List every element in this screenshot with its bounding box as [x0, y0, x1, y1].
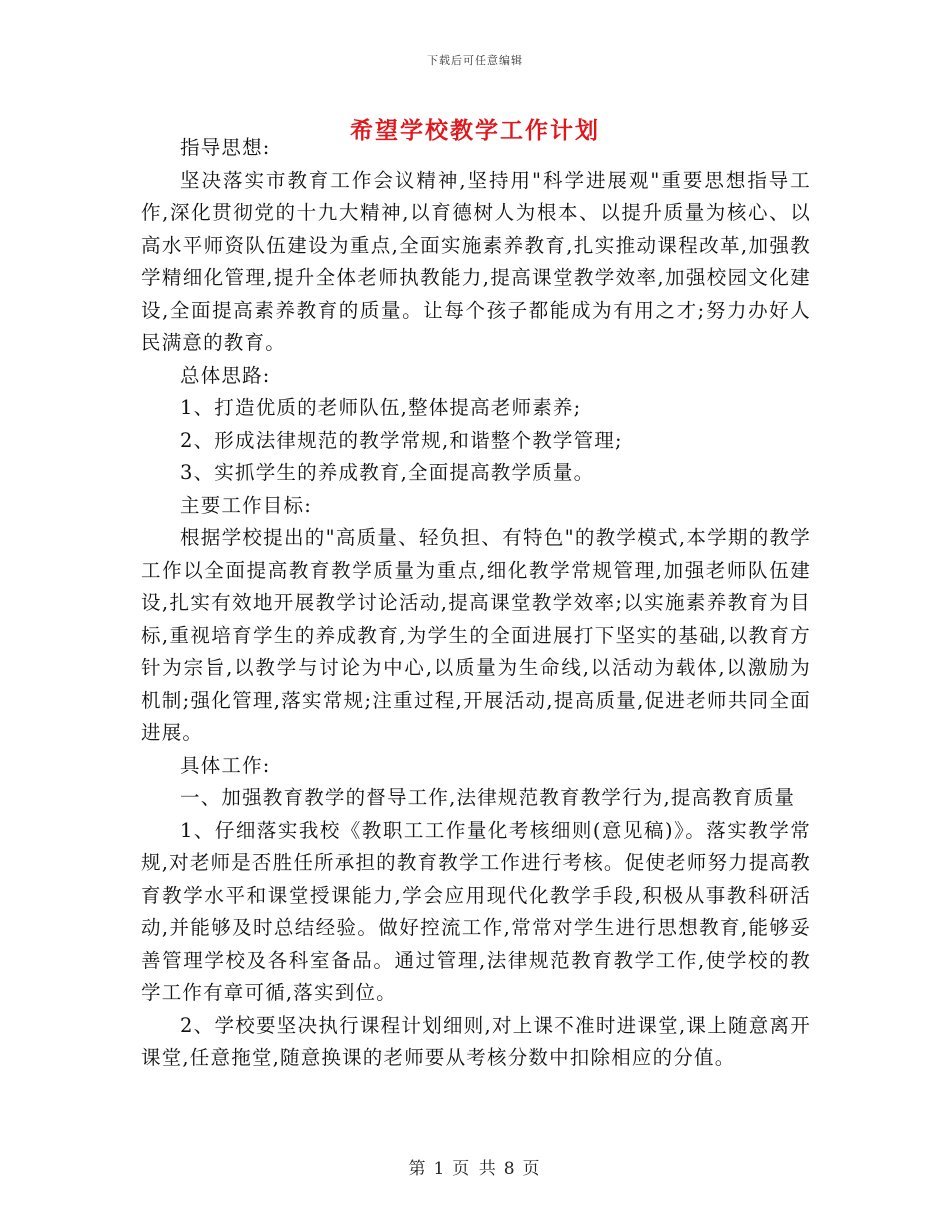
paragraph: 指导思想:	[180, 136, 271, 159]
paragraph: 1、打造优质的老师队伍,整体提高老师素养;	[180, 396, 582, 419]
paragraph: 坚决落实市教育工作会议精神,坚持用"科学进展观"重要思想指导工作,深化贯彻党的十九大精神,以育德树人为根本、以提升质量为核心、以高水平师资队伍建设为重点,全面实施素养教育,扎实推动课程改革,加强教学精细化管理,提升全体老师执教能力,提高课堂教学效率,加强校园文化建设,全面提高素养教育的质量。让每个孩子都能成为有用之才;努力办好人民满意的教育。	[141, 168, 811, 354]
paragraph: 2、形成法律规范的教学常规,和谐整个教学管理;	[180, 428, 623, 452]
total-pages-number: 8	[503, 1159, 517, 1179]
footer-prefix: 第	[408, 1159, 428, 1179]
current-page-number: 1	[433, 1159, 447, 1179]
footer-middle: 页 共	[452, 1159, 498, 1179]
page-footer	[0, 1154, 950, 1179]
paragraph: 总体思路:	[180, 363, 271, 387]
paragraph: 一、加强教育教学的督导工作,法律规范教育教学行为,提高教育质量	[180, 786, 796, 809]
paragraph: 具体工作:	[180, 753, 271, 777]
paragraph: 3、实抓学生的养成教育,全面提高教学质量。	[180, 461, 595, 484]
paragraph: 1、仔细落实我校《教职工工作量化考核细则(意见稿)》。落实教学常规,对老师是否胜任所承担的教育教学工作进行考核。促使老师努力提高教育教学水平和课堂授课能力,学会应用现代化教学手段,积极从事教科研活动,并能够及时总结经验。做好控流工作,常常对学生进行思想教育,能够妥善管理学校及各科室备品。通过管理,法律规范教育教学工作,使学校的教学工作有章可循,落实到位。	[141, 818, 811, 1004]
document-title: 希望学校教学工作计划	[350, 117, 600, 144]
header-note: 下载后可任意编辑	[427, 54, 523, 67]
paragraph: 2、学校要坚决执行课程计划细则,对上课不准时进课堂,课上随意离开课堂,任意拖堂,随意换课的老师要从考核分数中扣除相应的分值。	[141, 1013, 811, 1069]
document-body	[141, 132, 811, 1075]
paragraph: 主要工作目标:	[180, 493, 312, 517]
footer-suffix: 页	[522, 1159, 542, 1179]
paragraph: 根据学校提出的"高质量、轻负担、有特色"的教学模式,本学期的教学工作以全面提高教育教学质量为重点,细化教学常规管理,加强老师队伍建设,扎实有效地开展教学讨论活动,提高课堂教学效率;以实施素养教育为目标,重视培育学生的养成教育,为学生的全面进展打下坚实的基础,以教育方针为宗旨,以教学与讨论为中心,以质量为生命线,以活动为载体,以激励为机制;强化管理,落实常规;注重过程,开展活动,提高质量,促进老师共同全面进展。	[141, 526, 811, 744]
